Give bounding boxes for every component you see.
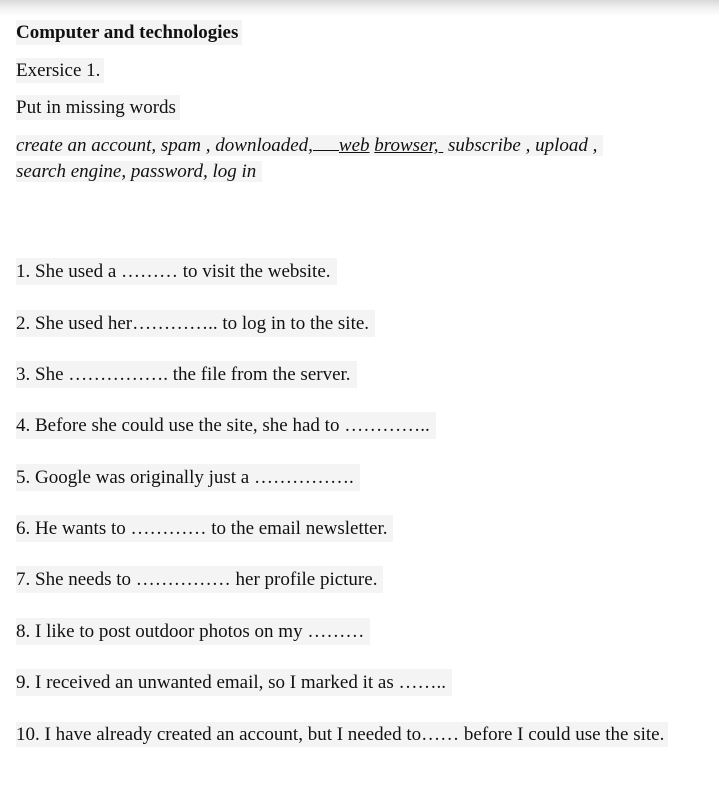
- exercise-title-text: Exersice 1.: [16, 58, 104, 83]
- exercise-title: [16, 60, 104, 82]
- word-bank-underline: [313, 133, 339, 151]
- question-3: [16, 363, 357, 387]
- question-5: [16, 466, 360, 490]
- page-title-text: Computer and technologies: [16, 20, 242, 45]
- question-2-text: 2. She used her………….. to log in to the site.: [16, 310, 375, 337]
- word-bank-line-2: [16, 159, 666, 185]
- question-3-text: 3. She ……………. the file from the server.: [16, 361, 357, 388]
- question-10-text: 10. I have already created an account, but I needed to…… before I could use the site.: [16, 722, 668, 747]
- word-bank-part-a: create an account, spam , downloaded,: [16, 135, 313, 156]
- page-title: [16, 22, 242, 44]
- word-bank-browser: browser,: [374, 135, 439, 156]
- question-4-text: 4. Before she could use the site, she had to …………..: [16, 412, 436, 439]
- word-bank: [16, 133, 666, 185]
- question-1-text: 1. She used a ……… to visit the website.: [16, 258, 337, 285]
- question-10: [16, 722, 696, 748]
- question-7: [16, 568, 383, 592]
- question-5-text: 5. Google was originally just a …………….: [16, 464, 360, 491]
- top-shadow: [0, 0, 719, 16]
- word-bank-web: web: [338, 135, 370, 156]
- word-bank-part-d: subscribe , upload ,: [448, 135, 598, 156]
- question-9-text: 9. I received an unwanted email, so I marked it as ……..: [16, 669, 452, 696]
- question-8-text: 8. I like to post outdoor photos on my ………: [16, 618, 370, 645]
- question-9: [16, 671, 452, 695]
- word-bank-line-1: [16, 133, 666, 159]
- question-1: [16, 260, 337, 284]
- question-6-text: 6. He wants to ………… to the email newsletter.: [16, 515, 393, 542]
- question-7-text: 7. She needs to …………… her profile picture.: [16, 566, 383, 593]
- question-8: [16, 620, 370, 644]
- question-2: [16, 312, 375, 336]
- word-bank-part-2: search engine, password, log in: [16, 161, 262, 182]
- instructions-text: Put in missing words: [16, 95, 180, 120]
- question-6: [16, 517, 393, 541]
- instructions: [16, 97, 180, 119]
- question-4: [16, 414, 436, 438]
